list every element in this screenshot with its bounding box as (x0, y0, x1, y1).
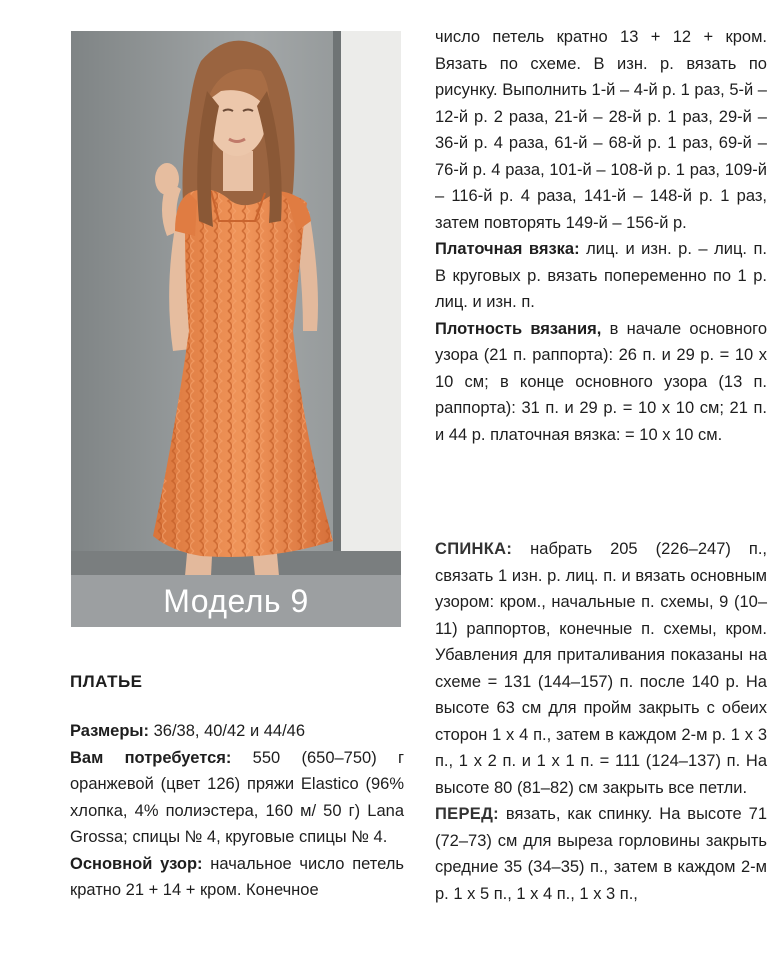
sizes-text: 36/38, 40/42 и 44/46 (153, 722, 306, 740)
materials-text: 550 (650–750) г оранжевой (цвет 126) пряжи Elastico (96% хлопка, 4% полиэстера, 160 м/ 50 г) Lana Grossa; спицы № 4, круговые спицы № 4. (70, 748, 404, 846)
density-paragraph (435, 316, 767, 449)
model-photo-illustration (71, 31, 401, 627)
photo-caption: Модель 9 (71, 575, 401, 627)
pattern-continuation: число петель кратно 13 + 12 + кром. Вязать по схеме. В изн. р. вязать по рисунку. Выполнить 1-й – 4-й р. 1 раз, 5-й – 12-й р. 2 раза, 21-й – 28-й р. 1 раз, 29-й – 36-й р. 4 раза, 61-й – 68-й р. 1 раз, 69-й – 76-й р. 4 раза, 101-й – 108-й р. 1 раз, 109-й – 116-й р. 4 раза, 141-й – 148-й р. 1 раз, затем повторять 149-й – 156-й р. (435, 28, 767, 232)
front-label: ПЕРЕД: (435, 805, 499, 823)
materials-block (70, 718, 404, 904)
front-paragraph (435, 801, 767, 907)
main-pattern-label: Основной узор: (70, 854, 203, 873)
density-label: Плотность вязания, (435, 319, 602, 338)
sizes-label: Размеры: (70, 722, 150, 740)
front-text: вязать, как спинку. На высоте 71 (72–73) см для выреза горловины закрыть средние 35 (34–35) п., затем в каждом 2-м р. 1 х 5 п., 1 х 4 п., 1 х 3 п., (435, 805, 767, 903)
sizes-paragraph (70, 718, 404, 745)
main-pattern-text: начальное число петель кратно 21 + 14 + кром. Конечное (70, 854, 404, 899)
instructions-lower (435, 536, 767, 907)
materials-paragraph (70, 745, 404, 851)
back-paragraph (435, 536, 767, 801)
materials-label: Вам потребуется: (70, 748, 232, 767)
pattern-title: ПЛАТЬЕ (70, 672, 143, 691)
back-label: СПИНКА: (435, 540, 513, 558)
garter-paragraph (435, 236, 767, 316)
back-text: набрать 205 (226–247) п., связать 1 изн. р. лиц. п. и вязать основным узором: кром., начальные п. схемы, 9 (10–11) раппортов, конечные п. схемы, кром. Убавления для приталивания показаны на схеме = 131 (144–157) п. после 140 р. На высоте 63 см для пройм закрыть с обеих сторон 1 х 4 п., затем в каждом 2-м р. 1 х 3 п., 1 х 2 п. и 1 х 1 п. = 111 (124–137) п. На высоте 80 (81–82) см закрыть все петли. (435, 540, 767, 797)
model-photo (71, 31, 401, 627)
garter-text: лиц. и изн. р. – лиц. п. В круговых р. вязать попеременно по 1 р. лиц. и изн. п. (435, 240, 767, 311)
main-pattern-paragraph (70, 851, 404, 904)
instructions-upper (435, 24, 767, 448)
density-text: в начале основного узора (21 п. раппорта): 26 п. и 29 р. = 10 х 10 см; в конце основного узора (13 п. раппорта): 31 п. и 29 р. = 10 х 10 см; 21 п. и 44 р. платочная вязка: = 10 х 10 см. (435, 319, 767, 444)
garter-label: Платочная вязка: (435, 240, 580, 258)
